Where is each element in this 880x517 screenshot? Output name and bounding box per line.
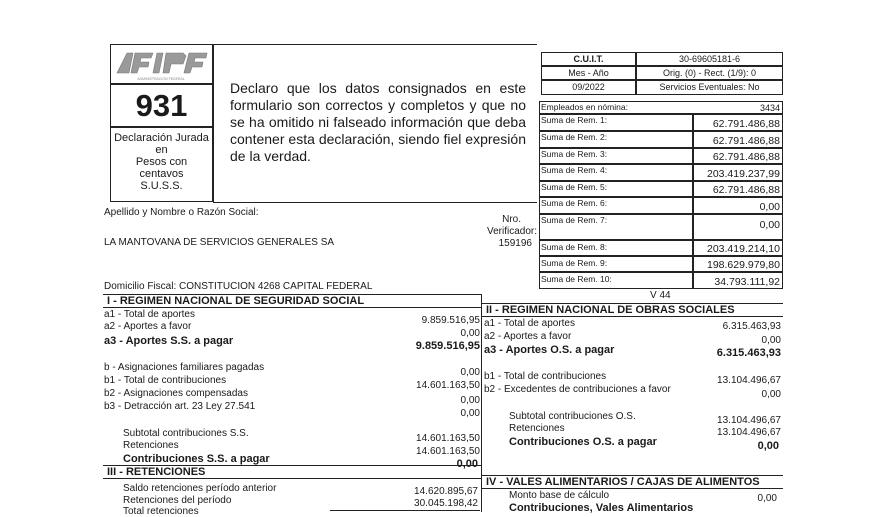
s4-monto-value: 0,00 — [757, 493, 777, 504]
rem-value: 0,00 — [759, 201, 780, 213]
name-label: Apellido y Nombre o Razón Social: — [104, 207, 259, 218]
rem-row — [539, 101, 783, 114]
s1-a1-value: 9.859.516,95 — [421, 315, 480, 326]
s1-subtotal-label: Subtotal contribuciones S.S. — [123, 428, 249, 439]
verifier-value: 159196 — [498, 238, 532, 249]
rem-label: Suma de Rem. 5: — [541, 182, 608, 192]
rem-label: Suma de Rem. 8: — [541, 242, 608, 252]
s1-a2-value: 0,00 — [460, 328, 480, 339]
form-number: 931 — [135, 88, 188, 123]
rem-label: Suma de Rem. 9: — [541, 258, 608, 268]
form-title-line-2: en — [155, 144, 168, 156]
s1-subtotal-value: 14.601.163,50 — [416, 433, 480, 444]
orig-rect-label: Orig. (0) - Rect. (1/9): 0 — [636, 66, 783, 80]
s1-b3-label: b3 - Detracción art. 23 Ley 27.541 — [104, 401, 256, 412]
s4-contrib-label: Contribuciones, Vales Alimentarios — [509, 502, 694, 514]
s2-b1-value: 13.104.496,67 — [717, 375, 781, 386]
rem-label: Suma de Rem. 1: — [541, 115, 608, 125]
s2-retenciones-label: Retenciones — [509, 423, 565, 434]
form-title-line-4: centavos — [139, 168, 184, 180]
s2-subtotal-value: 13.104.496,67 — [717, 415, 781, 426]
rem-label: Empleados en nómina: — [541, 102, 628, 112]
s4-monto-label: Monto base de cálculo — [509, 490, 610, 501]
cuit-value: 30-69605181-6 — [636, 52, 783, 66]
rem-value: 62.791.486,88 — [712, 135, 780, 147]
s2-a3-label: a3 - Aportes O.S. a pagar — [484, 344, 615, 356]
s2-b2-label: b2 - Excedentes de contribuciones a favor — [484, 384, 671, 395]
verifier-label-2: Verificador: — [486, 226, 537, 237]
declaration-text: Declaro que los datos consignados en este formulario son correctos y completos y que no se ha omitido ni falseado información que deba contener esta declaración, siendo fiel expresión de la verdad. — [230, 80, 526, 164]
s1-retenciones-value: 14.601.163,50 — [416, 446, 480, 457]
s1-contrib-label: Contribuciones S.S. a pagar — [123, 453, 270, 465]
section-1-header — [103, 294, 481, 308]
rem-label: Suma de Rem. 7: — [541, 215, 608, 225]
s1-b2-value: 0,00 — [460, 395, 480, 406]
s1-b3-value: 0,00 — [460, 408, 480, 419]
rem-label: Suma de Rem. 3: — [541, 149, 608, 159]
rem-value: 0,00 — [759, 219, 780, 231]
section-3-title: III - RETENCIONES — [107, 466, 206, 478]
s1-a2-label: a2 - Aportes a favor — [104, 321, 192, 332]
section-1-title: I - REGIMEN NACIONAL DE SEGURIDAD SOCIAL — [107, 295, 365, 307]
s1-b1-value: 14.601.163,50 — [416, 380, 480, 391]
s3-saldo-label: Saldo retenciones período anterior — [123, 483, 277, 494]
s3-saldo-value: 14.620.895,67 — [414, 486, 478, 497]
rem-label: Suma de Rem. 2: — [541, 132, 608, 142]
rem-value: 3434 — [759, 103, 780, 113]
verifier-label-1: Nro. — [502, 214, 521, 225]
domicilio-fiscal: Domicilio Fiscal: CONSTITUCION 4268 CAPITAL FEDERAL — [104, 281, 373, 292]
rem-label: Suma de Rem. 10: — [541, 274, 612, 284]
s2-a3-value: 6.315.463,93 — [716, 347, 781, 359]
s1-a3-value: 9.859.516,95 — [415, 340, 480, 352]
s2-a1-value: 6.315.463,93 — [722, 321, 781, 332]
s2-subtotal-label: Subtotal contribuciones O.S. — [509, 411, 636, 422]
section-4-title: IV - VALES ALIMENTARIOS / CAJAS DE ALIMENTOS — [486, 476, 760, 488]
period-value: 09/2022 — [541, 80, 636, 95]
s1-b1-label: b1 - Total de contribuciones — [104, 375, 227, 386]
afip-logo-box — [110, 44, 213, 84]
s2-contrib-label: Contribuciones O.S. a pagar — [509, 436, 657, 448]
cuit-label: C.U.I.T. — [541, 52, 636, 66]
rem-label: Suma de Rem. 6: — [541, 198, 608, 208]
rem-value: 34.793.111,92 — [714, 276, 780, 288]
period-label: Mes - Año — [541, 66, 636, 80]
rem-value: 62.791.486,88 — [712, 118, 780, 130]
s1-a3-label: a3 - Aportes S.S. a pagar — [104, 335, 234, 347]
s1-retenciones-label: Retenciones — [123, 440, 179, 451]
version-label: V 44 — [650, 290, 671, 301]
s2-a2-value: 0,00 — [761, 335, 781, 346]
s1-b-value: 0,00 — [460, 367, 480, 378]
s3-total-label: Total retenciones — [123, 506, 199, 517]
s2-retenciones-value: 13.104.496,67 — [717, 427, 781, 438]
s2-b2-value: 0,00 — [761, 389, 781, 400]
rem-value: 198.629.979,80 — [707, 259, 780, 271]
rem-label: Suma de Rem. 4: — [541, 165, 608, 175]
s2-b1-label: b1 - Total de contribuciones — [484, 371, 607, 382]
s1-b2-label: b2 - Asignaciones compensadas — [104, 388, 248, 399]
afip-logo — [111, 45, 211, 83]
section-2-header — [482, 303, 783, 317]
s2-contrib-value: 0,00 — [757, 440, 779, 452]
svg-text:ADMINISTRACION FEDERAL: ADMINISTRACION FEDERAL — [137, 77, 185, 81]
form-title-box — [110, 127, 213, 202]
rem-value: 62.791.486,88 — [712, 151, 780, 163]
s1-contrib-value: 0,00 — [456, 458, 478, 470]
s3-periodo-value: 30.045.198,42 — [414, 498, 478, 509]
s2-a2-label: a2 - Aportes a favor — [484, 331, 572, 342]
section-2-title: II - REGIMEN NACIONAL DE OBRAS SOCIALES — [486, 304, 735, 316]
form-title-line-5: S.U.S.S. — [140, 180, 183, 192]
s1-b-label: b - Asignaciones familiares pagadas — [104, 362, 265, 373]
s3-periodo-label: Retenciones del período — [123, 495, 232, 506]
rem-value: 203.419.237,99 — [707, 168, 780, 180]
s2-a1-label: a1 - Total de aportes — [484, 318, 575, 329]
section-3-header — [103, 465, 481, 479]
section-4-header — [482, 475, 783, 489]
form-title-line-3: Pesos con — [135, 156, 188, 168]
form-number-box — [110, 84, 213, 127]
s1-a1-label: a1 - Total de aportes — [104, 309, 195, 320]
rem-value: 203.419.214,10 — [707, 243, 780, 255]
servicios-eventuales: Servicios Eventuales: No — [636, 80, 783, 95]
rem-value: 62.791.486,88 — [712, 184, 780, 196]
company-name: LA MANTOVANA DE SERVICIOS GENERALES SA — [104, 237, 335, 248]
form-title-line-1: Declaración Jurada — [114, 132, 209, 144]
